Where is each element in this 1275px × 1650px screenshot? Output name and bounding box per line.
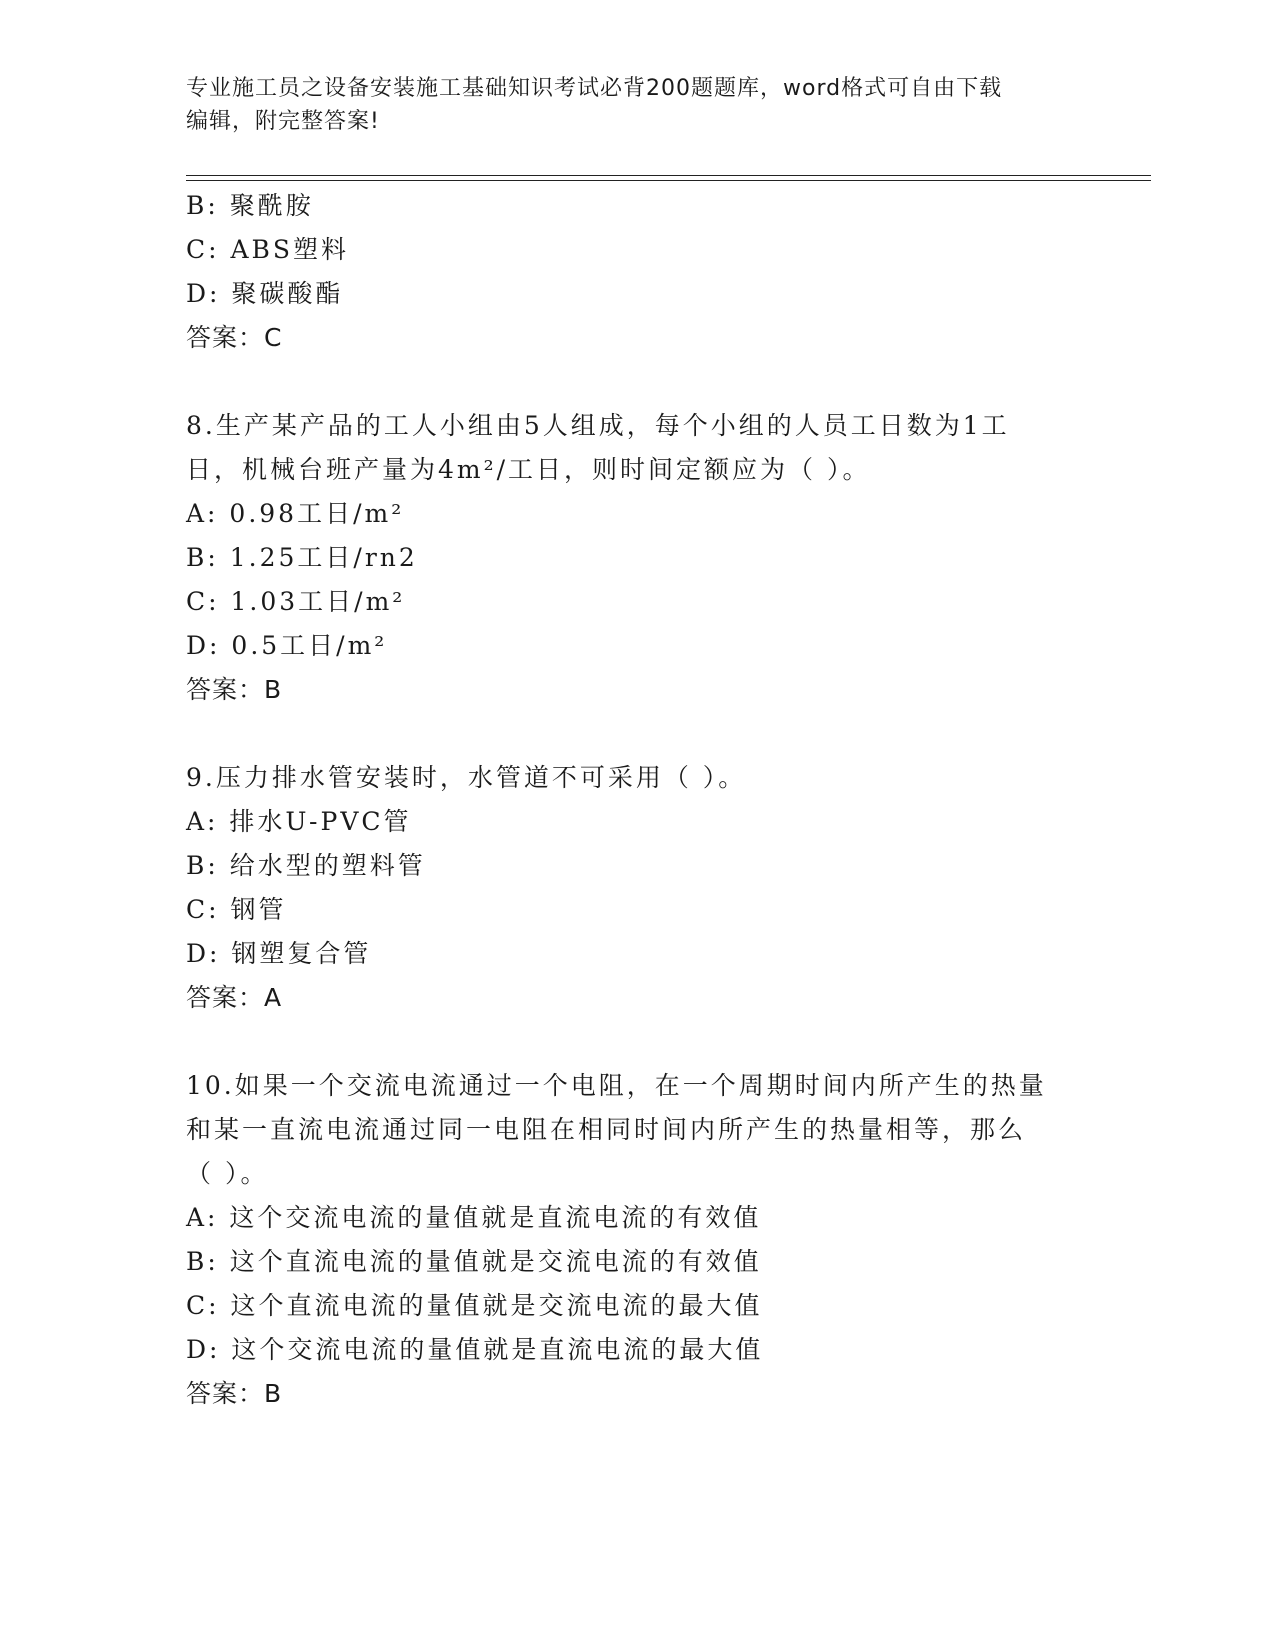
q9-stem-line-1: 9.压力排水管安装时，水管道不可采用（ ）。: [186, 763, 747, 792]
header-line-2: 编辑，附完整答案!: [186, 109, 380, 134]
q8-stem-line-2: 日，机械台班产量为4m²/工日，则时间定额应为（ ）。: [186, 455, 871, 484]
header-divider-bottom: [186, 180, 1151, 181]
q9-option-c: C: 钢管: [186, 895, 287, 924]
q8-option-c: C: 1.03工日/m²: [186, 587, 406, 616]
q7-option-c: C: ABS塑料: [186, 235, 350, 264]
header-divider-top: [186, 175, 1151, 176]
header-line-1: 专业施工员之设备安装施工基础知识考试必背200题题库，word格式可自由下载: [186, 76, 1003, 101]
q7-option-d: D: 聚碳酸酯: [186, 279, 344, 308]
q10-answer: 答案：B: [186, 1379, 283, 1408]
q8-option-d: D: 0.5工日/m²: [186, 631, 388, 660]
q10-option-d: D: 这个交流电流的量值就是直流电流的最大值: [186, 1335, 764, 1364]
q9-option-b: B: 给水型的塑料管: [186, 851, 426, 880]
q8-option-b: B: 1.25工日/rn2: [186, 543, 418, 572]
q9-option-d: D: 钢塑复合管: [186, 939, 372, 968]
q10-option-a: A: 这个交流电流的量值就是直流电流的有效值: [186, 1203, 762, 1232]
q7-answer: 答案：C: [186, 323, 283, 352]
q7-option-b: B: 聚酰胺: [186, 191, 314, 220]
q8-answer: 答案：B: [186, 675, 283, 704]
q8-stem-line-1: 8.生产某产品的工人小组由5人组成，每个小组的人员工日数为1工: [186, 411, 1010, 440]
q8-option-a: A: 0.98工日/m²: [186, 499, 405, 528]
page-header: [186, 72, 1066, 138]
q9-answer: 答案：A: [186, 983, 283, 1012]
q10-stem-line-2: 和某一直流电流通过同一电阻在相同时间内所产生的热量相等，那么: [186, 1115, 1027, 1144]
q10-option-c: C: 这个直流电流的量值就是交流电流的最大值: [186, 1291, 763, 1320]
q10-option-b: B: 这个直流电流的量值就是交流电流的有效值: [186, 1247, 762, 1276]
q10-stem-line-1: 10.如果一个交流电流通过一个电阻，在一个周期时间内所产生的热量: [186, 1071, 1047, 1100]
q10-stem-line-3: （ ）。: [186, 1159, 269, 1188]
q9-option-a: A: 排水U-PVC管: [186, 807, 412, 836]
